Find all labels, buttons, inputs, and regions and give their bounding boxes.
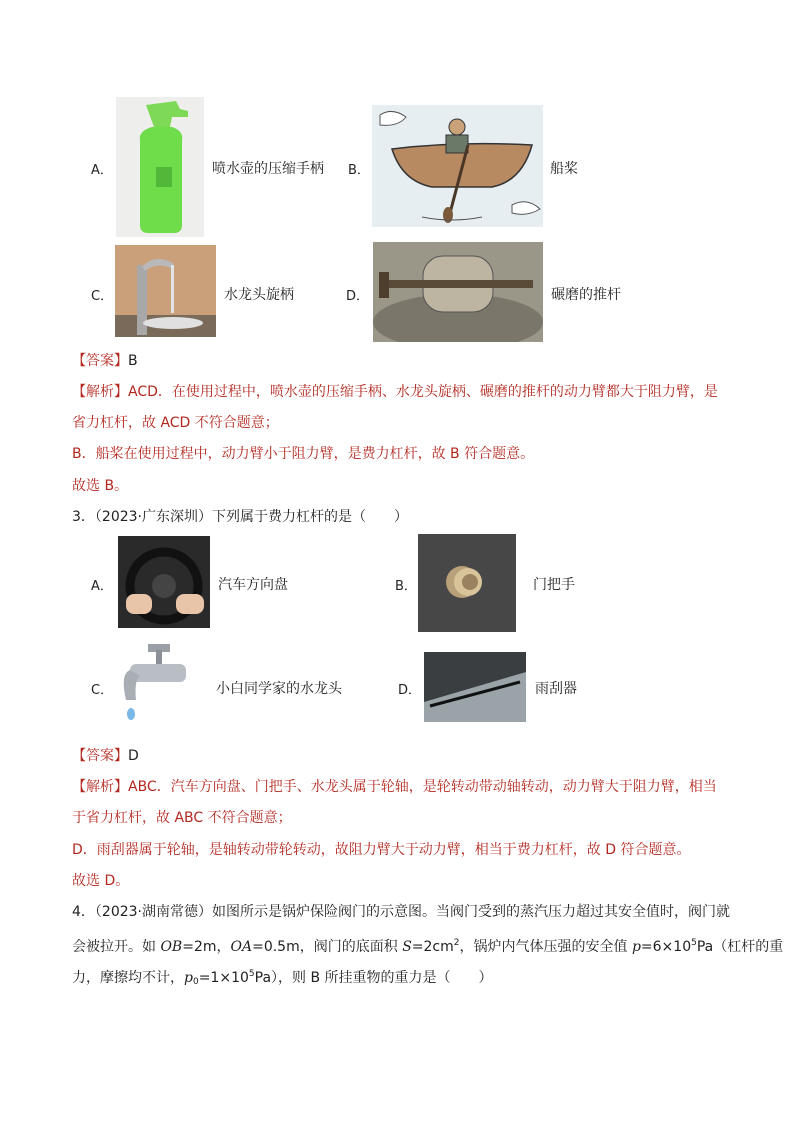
option-text-b: 船桨 (550, 161, 578, 177)
option-letter-a: A． (91, 579, 113, 594)
water-tap-image (118, 640, 198, 732)
option-text-c: 水龙头旋柄 (224, 287, 294, 303)
option-text-c: 小白同学家的水龙头 (216, 681, 342, 697)
option-letter-d: D． (346, 289, 370, 304)
answer-line-q3 (72, 746, 139, 766)
option-text-a: 汽车方向盘 (218, 577, 288, 593)
analysis-tag: 【解析】 (72, 779, 128, 795)
option-text-d: 雨刮器 (535, 681, 577, 697)
question-4-line-2: 会被拉开。如 OB=2m，OA=0.5m，阀门的底面积 $S=2cm^2$，锅炉内气体压强的安全值 $p=6\times 10^5Pa$（杠杆的重 (72, 938, 784, 955)
steering-wheel-image (118, 536, 210, 628)
boat-oar-image (372, 105, 543, 227)
wiper-image (424, 652, 526, 722)
faucet-handle-image (115, 245, 216, 337)
question-3-stem: 3．（2023·广东深圳）下列属于费力杠杆的是（ ） (72, 509, 408, 525)
answer-value: B (128, 353, 138, 369)
option-letter-b: B． (395, 579, 417, 594)
analysis-line-2-q3: 于省力杠杆，故 ABC 不符合题意； (72, 810, 292, 826)
option-text-d: 碾磨的推杆 (551, 287, 621, 303)
door-knob-image (418, 534, 516, 632)
conclusion-q3: 故选 D。 (72, 873, 130, 889)
analysis-line-3-q3: D．雨刮器属于轮轴，是轴转动带轮转动，故阻力臂大于动力臂，相当于费力杠杆，故 D 符合题意。 (72, 842, 691, 858)
option-letter-d: D． (398, 683, 422, 698)
answer-value: D (128, 748, 139, 764)
analysis-line-1-q3 (72, 777, 717, 797)
question-4-line-1: 4．（2023·湖南常德）如图所示是锅炉保险阀门的示意图。当阀门受到的蒸汽压力超过其安全值时，阀门就 (72, 904, 730, 920)
analysis-text: ABC．汽车方向盘、门把手、水龙头属于轮轴，是轮转动带动轴转动，动力臂大于阻力臂，相当 (128, 779, 717, 795)
conclusion-q2: 故选 B。 (72, 478, 129, 494)
option-letter-c: C． (91, 289, 114, 304)
analysis-line-3-q2: B．船桨在使用过程中，动力臂小于阻力臂，是费力杠杆，故 B 符合题意。 (72, 446, 535, 462)
spray-bottle-image (116, 97, 204, 237)
analysis-tag: 【解析】 (72, 384, 128, 400)
analysis-line-2-q2: 省力杠杆，故 ACD 不符合题意； (72, 415, 279, 431)
option-text-b: 门把手 (533, 577, 575, 593)
analysis-text: ACD．在使用过程中，喷水壶的压缩手柄、水龙头旋柄、碾磨的推杆的动力臂都大于阻力臂，是 (128, 384, 718, 400)
answer-tag: 【答案】 (72, 353, 128, 369)
answer-line-q2 (72, 351, 138, 371)
millstone-push-rod-image (373, 242, 543, 342)
option-letter-a: A． (91, 163, 113, 178)
option-text-a: 喷水壶的压缩手柄 (212, 161, 324, 177)
option-letter-c: C． (91, 683, 114, 698)
analysis-line-1-q2 (72, 382, 718, 402)
question-4-line-3: 力，摩擦均不计，$p_0=1\times 10^5Pa$），则 B 所挂重物的重力是（ ） (72, 969, 493, 987)
answer-tag: 【答案】 (72, 748, 128, 764)
option-letter-b: B． (348, 163, 370, 178)
